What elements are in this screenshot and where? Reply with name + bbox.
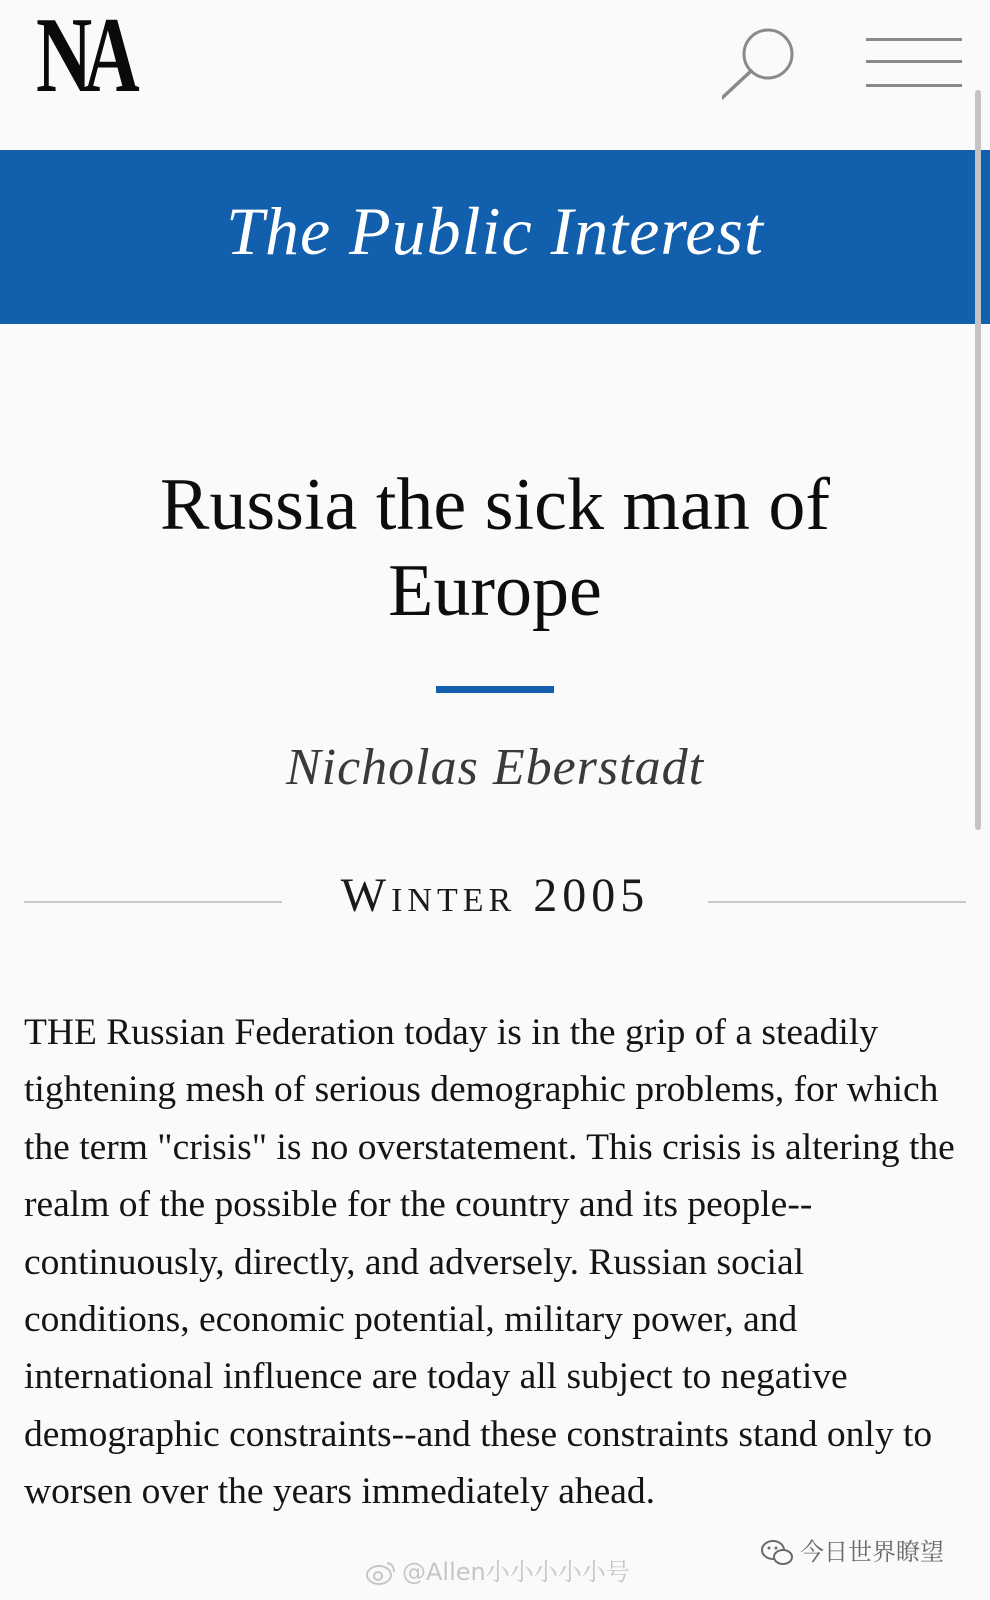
menu-button[interactable] [866, 34, 962, 94]
scrollbar[interactable] [975, 90, 981, 830]
issue-divider-left [24, 901, 282, 903]
wechat-watermark [760, 1532, 944, 1567]
section-banner [0, 150, 990, 324]
issue-divider-right [708, 901, 966, 903]
wechat-icon [760, 1539, 794, 1567]
hamburger-menu-icon [866, 84, 962, 87]
weibo-icon [366, 1560, 396, 1586]
issue-date: Winter 2005 [340, 869, 650, 922]
title-divider [436, 686, 554, 693]
article-body: THE Russian Federation today is in the grip of a steadily tightening mesh of serious demographic problems, for which the term "crisis" is no overstatement. This crisis is altering the realm of the possible for the country and its people--continuously, directly, and adversely. Russian social conditions, economic potential, military power, and international influence are today all subject to negative demographic constraints--and these constraints stand only to worsen over the years immediately ahead. [24, 1012, 955, 1513]
top-navigation-bar [0, 0, 990, 150]
search-icon [722, 22, 804, 104]
author-byline[interactable]: Nicholas Eberstadt [285, 739, 705, 796]
hamburger-menu-icon [866, 38, 962, 41]
hamburger-menu-icon [866, 60, 962, 63]
weibo-handle: @Allen小小小小小号 [402, 1558, 630, 1586]
search-button[interactable] [722, 22, 804, 104]
article-title: Russia the sick man of Europe [159, 464, 830, 632]
weibo-watermark [366, 1552, 630, 1587]
wechat-account-name: 今日世界瞭望 [800, 1538, 944, 1566]
section-title-link[interactable]: The Public Interest [226, 192, 764, 269]
site-logo[interactable]: NA [36, 0, 132, 115]
